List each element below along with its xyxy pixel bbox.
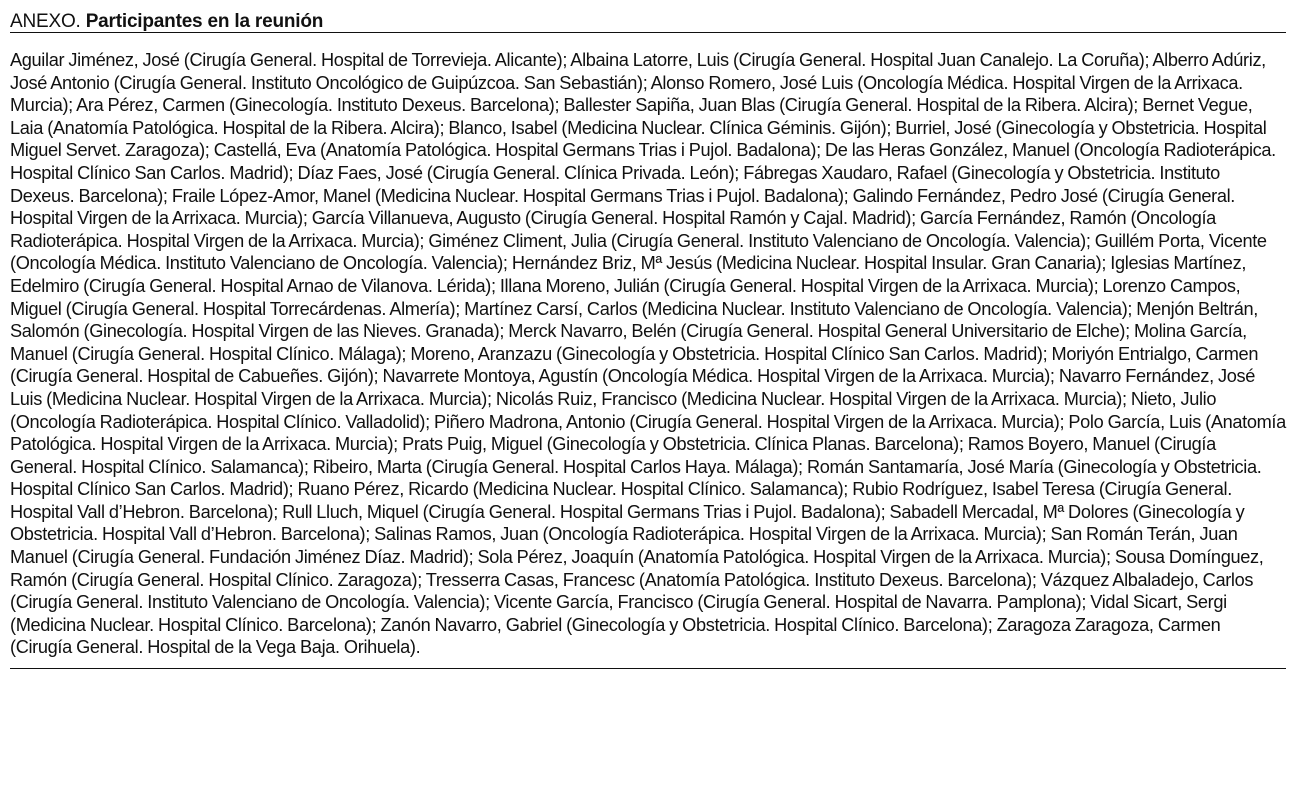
annex-heading [10, 0, 1286, 33]
annex-title: Participantes en la reunión [85, 11, 324, 32]
annex-section [10, 0, 1286, 669]
annex-label: ANEXO. [10, 11, 81, 32]
participants-list: Aguilar Jiménez, José (Cirugía General. Hospital de Torrevieja. Alicante); Albaina Latorre, Luis (Cirugía General. Hospital Juan Canalejo. La Coruña); Alberro Adúriz, José Antonio (Cirugía General. Instituto Oncológico de Guipúzcoa. San Sebastián); Alonso Romero, José Luis (Oncología Médica. Hospital Virgen de la Arrixaca. Murcia); Ara Pérez, Carmen (Ginecología. Instituto Dexeus. Barcelona); Ballester Sapiña, Juan Blas (Cirugía General. Hospital de la Ribera. Alcira); Bernet Vegue, Laia (Anatomía Patológica. Hospital de la Ribera. Alcira); Blanco, Isabel (Medicina Nuclear. Clínica Géminis. Gijón); Burriel, José (Ginecología y Obstetricia. Hospital Miguel Servet. Zaragoza); Castellá, Eva (Anatomía Patológica. Hospital Germans Trias i Pujol. Badalona); De las Heras González, Manuel (Oncología Radioterápica. Hospital Clínico San Carlos. Madrid); Díaz Faes, José (Cirugía General. Clínica Privada. León); Fábregas Xaudaro, Rafael (Ginecología y Obstetricia. Instituto Dexeus. Barcelona); Fraile López-Amor, Manel (Medicina Nuclear. Hospital Germans Trias i Pujol. Badalona); Galindo Fernández, Pedro José (Cirugía General. Hospital Virgen de la Arrixaca. Murcia); García Villanueva, Augusto (Cirugía General. Hospital Ramón y Cajal. Madrid); García Fernández, Ramón (Oncología Radioterápica. Hospital Virgen de la Arrixaca. Murcia); Giménez Climent, Julia (Cirugía General. Instituto Valenciano de Oncología. Valencia); Guillém Porta, Vicente (Oncología Médica. Instituto Valenciano de Oncología. Valencia); Hernández Briz, Mª Jesús (Medicina Nuclear. Hospital Insular. Gran Canaria); Iglesias Martínez, Edelmiro (Cirugía General. Hospital Arnao de Vilanova. Lérida); Illana Moreno, Julián (Cirugía General. Hospital Virgen de la Arrixaca. Murcia); Lorenzo Campos, Miguel (Cirugía General. Hospital Torrecárdenas. Almería); Martínez Carsí, Carlos (Medicina Nuclear. Instituto Valenciano de Oncología. Valencia); Menjón Beltrán, Salomón (Ginecología. Hospital Virgen de las Nieves. Granada); Merck Navarro, Belén (Cirugía General. Hospital General Universitario de Elche); Molina García, Manuel (Cirugía General. Hospital Clínico. Málaga); Moreno, Aranzazu (Ginecología y Obstetricia. Hospital Clínico San Carlos. Madrid); Moriyón Entrialgo, Carmen (Cirugía General. Hospital de Cabueñes. Gijón); Navarrete Montoya, Agustín (Oncología Médica. Hospital Virgen de la Arrixaca. Murcia); Navarro Fernández, José Luis (Medicina Nuclear. Hospital Virgen de la Arrixaca. Murcia); Nicolás Ruiz, Francisco (Medicina Nuclear. Hospital Virgen de la Arrixaca. Murcia); Nieto, Julio (Oncología Radioterápica. Hospital Clínico. Valladolid); Piñero Madrona, Antonio (Cirugía General. Hospital Virgen de la Arrixaca. Murcia); Polo García, Luis (Anatomía Patológica. Hospital Virgen de la Arrixaca. Murcia); Prats Puig, Miguel (Ginecología y Obstetricia. Clínica Planas. Barcelona); Ramos Boyero, Manuel (Cirugía General. Hospital Clínico. Salamanca); Ribeiro, Marta (Cirugía General. Hospital Carlos Haya. Málaga); Román Santamaría, José María (Ginecología y Obstetricia. Hospital Clínico San Carlos. Madrid); Ruano Pérez, Ricardo (Medicina Nuclear. Hospital Clínico. Salamanca); Rubio Rodríguez, Isabel Teresa (Cirugía General. Hospital Vall d’Hebron. Barcelona); Rull Lluch, Miquel (Cirugía General. Hospital Germans Trias i Pujol. Badalona); Sabadell Mercadal, Mª Dolores (Ginecología y Obstetricia. Hospital Vall d’Hebron. Barcelona); Salinas Ramos, Juan (Oncología Radioterápica. Hospital Virgen de la Arrixaca. Murcia); San Román Terán, Juan Manuel (Cirugía General. Fundación Jiménez Díaz. Madrid); Sola Pérez, Joaquín (Anatomía Patológica. Hospital Virgen de la Arrixaca. Murcia); Sousa Domínguez, Ramón (Cirugía General. Hospital Clínico. Zaragoza); Tresserra Casas, Francesc (Anatomía Patológica. Instituto Dexeus. Barcelona); Vázquez Albaladejo, Carlos (Cirugía General. Instituto Valenciano de Oncología. Valencia); Vicente García, Francisco (Cirugía General. Hospital de Navarra. Pamplona); Vidal Sicart, Sergi (Medicina Nuclear. Hospital Clínico. Barcelona); Zanón Navarro, Gabriel (Ginecología y Obstetricia. Hospital Clínico. Barcelona); Zaragoza Zaragoza, Carmen (Cirugía General. Hospital de la Vega Baja. Orihuela). [10, 49, 1286, 669]
